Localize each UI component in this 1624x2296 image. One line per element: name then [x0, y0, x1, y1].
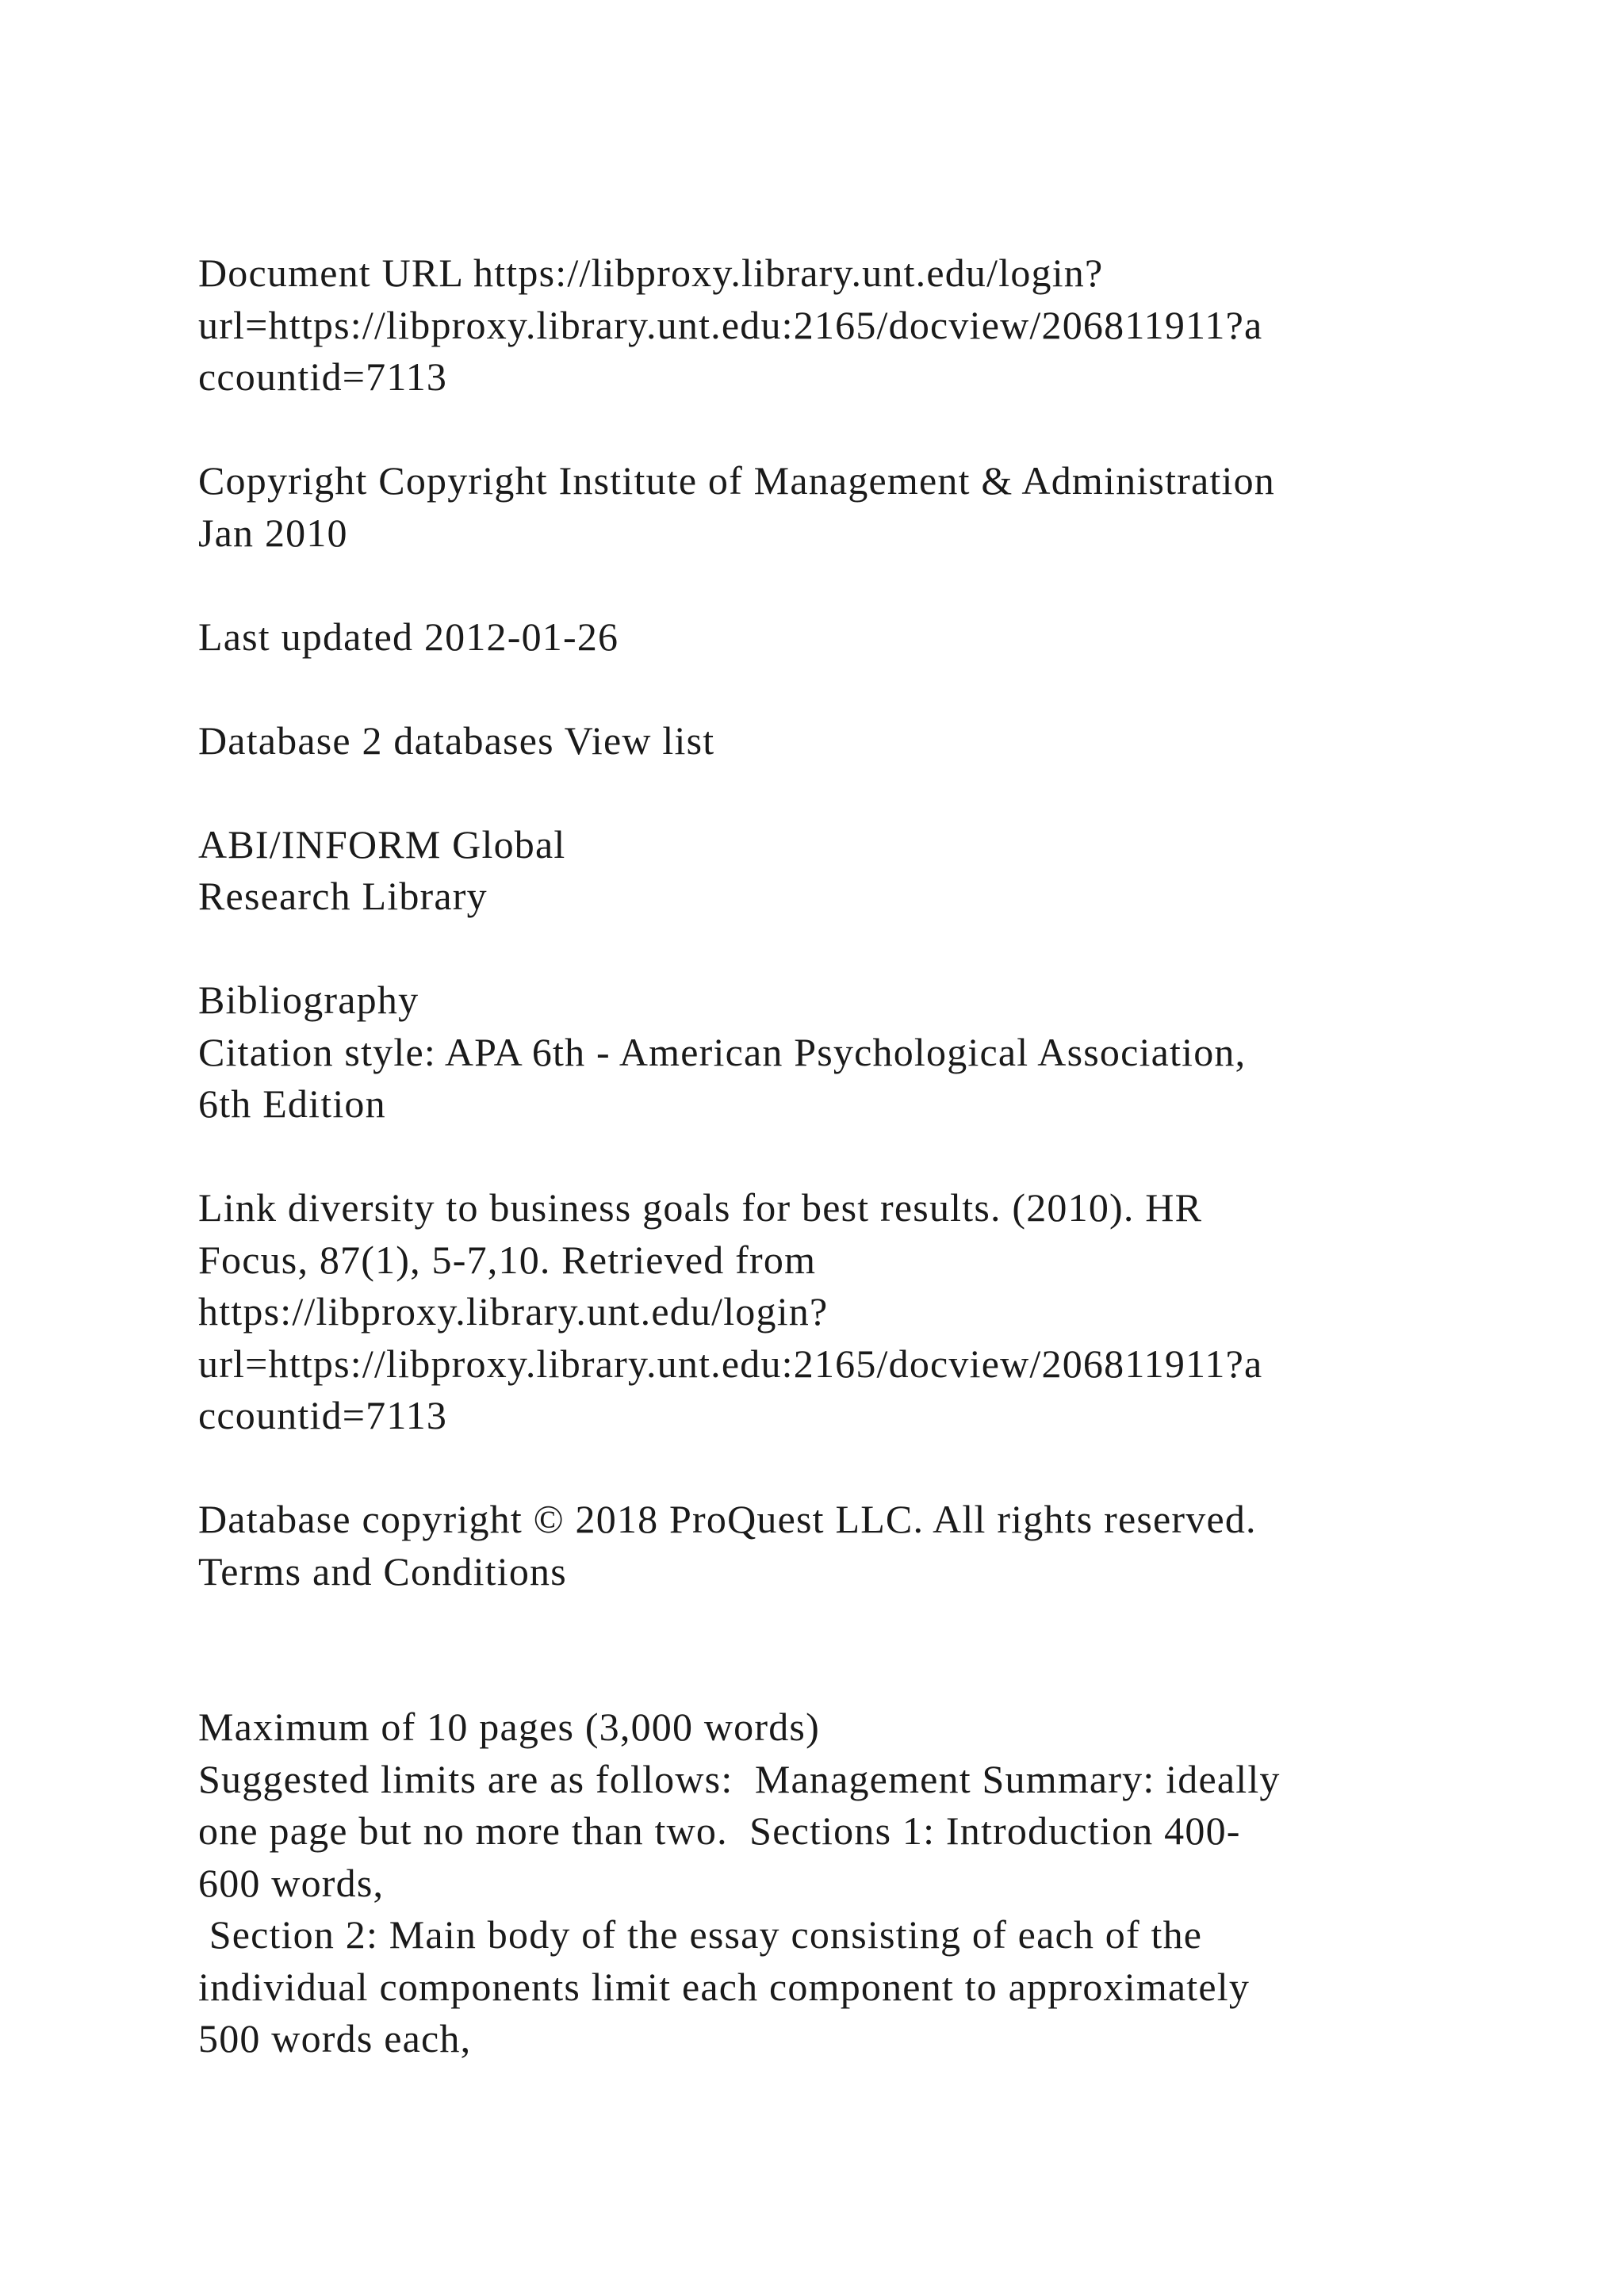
- copyright-line-2: Jan 2010: [198, 510, 348, 555]
- bibliography-section: [198, 974, 1483, 1131]
- database-list-item: Research Library: [198, 874, 488, 918]
- document-body: [198, 247, 1483, 2117]
- citation-line-1: Link diversity to business goals for best results. (2010). HR: [198, 1185, 1203, 1230]
- document-url-line-2: url=https://libproxy.library.unt.edu:2165/docview/206811911?a: [198, 302, 1263, 347]
- database-list-item: ABI/INFORM Global: [198, 821, 566, 867]
- assignment-line-3: one page but no more than two. Sections 1: Introduction 400-: [198, 1808, 1241, 1853]
- citation-style-line-1: Citation style: APA 6th - American Psychological Association,: [198, 1029, 1247, 1074]
- database-section: [198, 715, 1483, 767]
- assignment-section: [198, 1701, 1483, 2065]
- assignment-line-5: Section 2: Main body of the essay consisting of each of the: [198, 1912, 1203, 1957]
- assignment-line-2: Suggested limits are as follows: Management Summary: ideally: [198, 1756, 1281, 1801]
- assignment-line-6: individual components limit each component to approximately: [198, 1964, 1251, 2009]
- database-text: Database 2 databases View list: [198, 718, 715, 763]
- document-url-section: [198, 247, 1483, 404]
- citation-line-5: ccountid=7113: [198, 1393, 448, 1437]
- footer-copyright: Database copyright © 2018 ProQuest LLC. All rights reserved.: [198, 1497, 1257, 1541]
- copyright-section: [198, 455, 1483, 559]
- citation-line-3: https://libproxy.library.unt.edu/login?: [198, 1289, 829, 1334]
- assignment-line-1: Maximum of 10 pages (3,000 words): [198, 1705, 820, 1749]
- assignment-line-4: 600 words,: [198, 1860, 385, 1905]
- footer-section: [198, 1494, 1483, 1598]
- citation-line-4: url=https://libproxy.library.unt.edu:2165/docview/206811911?a: [198, 1341, 1263, 1386]
- bibliography-heading: Bibliography: [198, 978, 419, 1022]
- databases-list: [198, 819, 1483, 923]
- last-updated-text: Last updated 2012-01-26: [198, 614, 619, 659]
- citation-line-2: Focus, 87(1), 5-7,10. Retrieved from: [198, 1237, 817, 1282]
- document-url-line-3: ccountid=7113: [198, 354, 448, 399]
- citation-section: [198, 1182, 1483, 1442]
- terms-and-conditions: Terms and Conditions: [198, 1548, 567, 1594]
- assignment-line-7: 500 words each,: [198, 2016, 472, 2061]
- section-spacer: [198, 1650, 1483, 1702]
- document-url-line-1: Document URL https://libproxy.library.unt.edu/login?: [198, 251, 1104, 295]
- last-updated-section: [198, 611, 1483, 664]
- citation-style-line-2: 6th Edition: [198, 1081, 386, 1126]
- copyright-line-1: Copyright Copyright Institute of Management & Administration: [198, 458, 1275, 503]
